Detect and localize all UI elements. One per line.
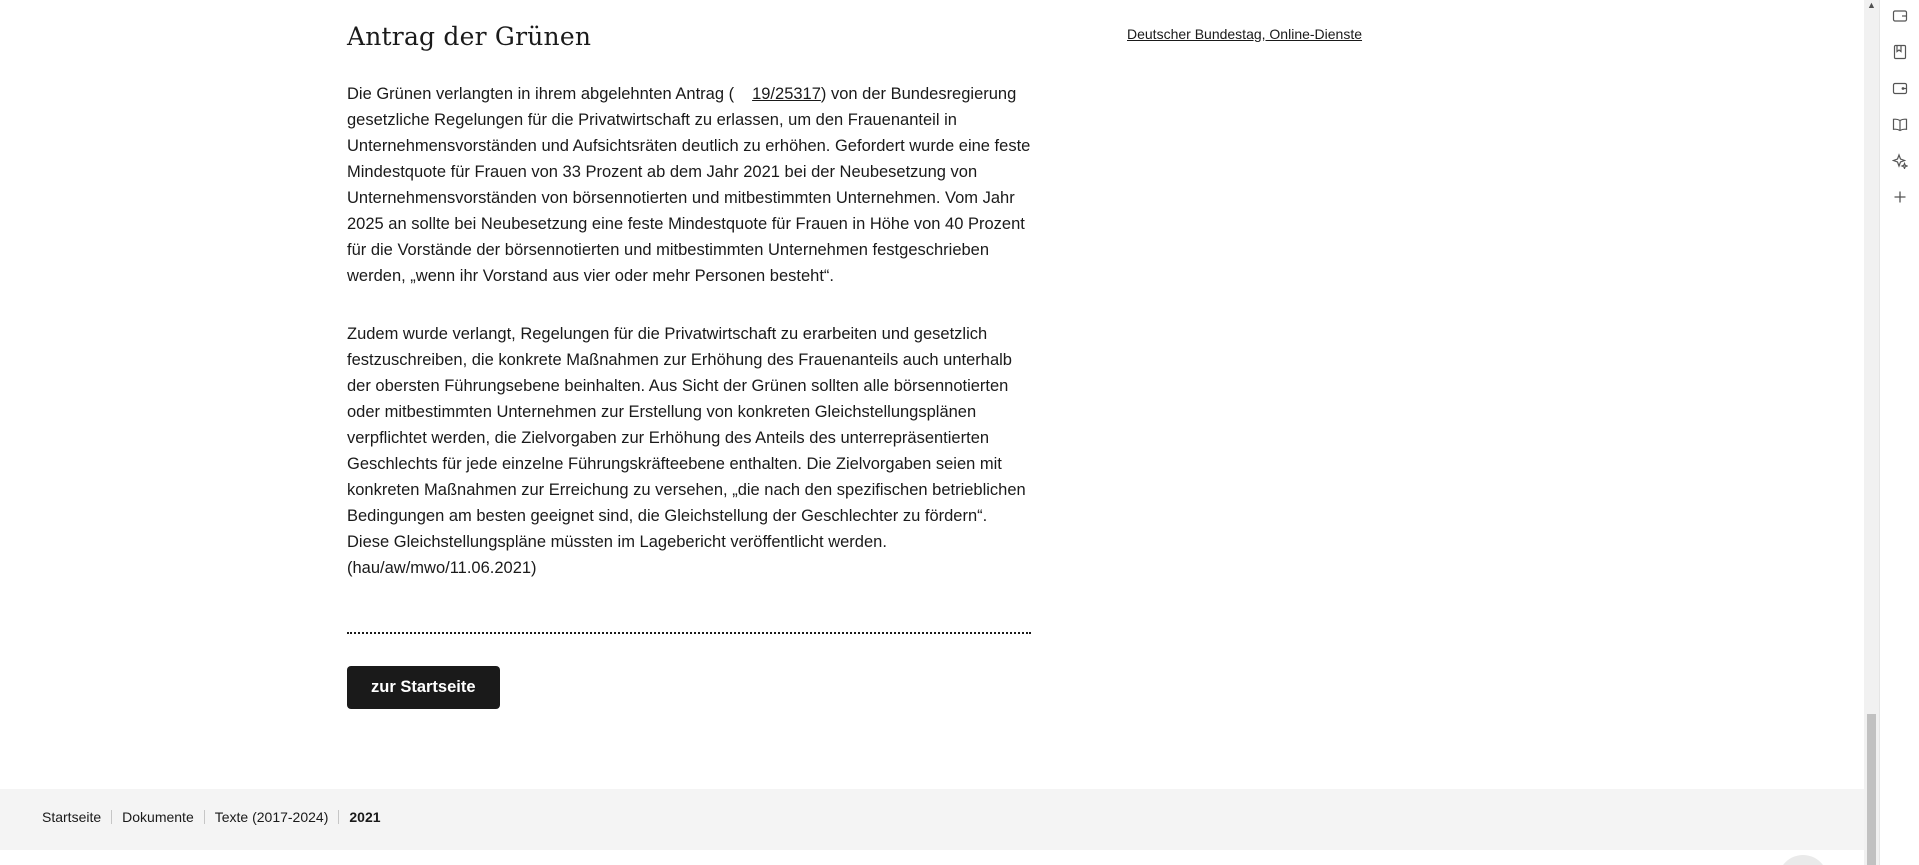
scrollbar-thumb[interactable] bbox=[1867, 714, 1876, 865]
home-button[interactable]: zur Startseite bbox=[347, 666, 500, 709]
scroll-up-arrow-icon[interactable]: ▲ bbox=[1867, 0, 1876, 10]
breadcrumb-item-dokumente[interactable]: Dokumente bbox=[122, 809, 194, 825]
article-content bbox=[347, 22, 1031, 709]
breadcrumb-separator bbox=[338, 810, 339, 824]
document-link[interactable]: 19/25317 bbox=[752, 85, 821, 103]
wallet-icon[interactable] bbox=[1889, 77, 1911, 99]
add-icon[interactable] bbox=[1889, 186, 1911, 208]
paragraph-1-text-end: ) von der Bundesregierung gesetzliche Regelungen für die Privatwirtschaft zu erlassen, um den Frauenanteil in Unternehmensvorständen und Aufsichtsräten deutlich zu erhöhen. Gefordert wurde eine feste Mindestquote für Frauen von 33 Prozent ab dem Jahr 2021 bei der Neubesetzung von Unternehmensvorständen von börsennotierten und mitbestimmten Unternehmen. Vom Jahr 2025 an sollte bei Neubesetzung eine feste Mindestquote für Frauen in Höhe von 40 Prozent für die Vorstände der börsennotierten und mitbestimmten Unternehmen festgeschrieben werden, „wenn ihr Vorstand aus vier oder mehr Personen besteht“. bbox=[347, 85, 1031, 285]
reading-list-icon[interactable] bbox=[1889, 114, 1911, 136]
bookmark-icon[interactable] bbox=[1889, 41, 1911, 63]
section-heading: Antrag der Grünen bbox=[347, 22, 592, 51]
paragraph-1 bbox=[347, 81, 1031, 289]
scroll-to-top-button[interactable] bbox=[1778, 855, 1828, 865]
footer-breadcrumb-bar bbox=[0, 789, 1864, 850]
breadcrumb-item-texte[interactable]: Texte (2017-2024) bbox=[214, 809, 329, 825]
paragraph-2: Zudem wurde verlangt, Regelungen für die Privatwirtschaft zu erarbeiten und gesetzlich festzuschreiben, die konkrete Maßnahmen zur Erhöhung des Frauenanteils auch unterhalb der obersten Führungsebene beinhalten. Aus Sicht der Grünen sollten alle börsennotierten oder mitbestimmten Unternehmen zur Erstellung von konkreten Gleichstellungsplänen verpflichtet werden, die Zielvorgaben zur Erhöhung des Anteils des unterrepräsentierten Geschlechts für jede einzelne Führungskräfteebene enthalten. Die Zielvorgaben seien mit konkreten Maßnahmen zur Erreichung zu versehen, „die nach den spezifischen betrieblichen Bedingungen am besten geeignet sind, die Gleichstellung der Geschlechter zu fördern“. Diese Gleichstellungspläne müssten im Lagebericht veröffentlicht werden. (hau/aw/mwo/11.06.2021) bbox=[347, 325, 1026, 577]
breadcrumb-item-startseite[interactable]: Startseite bbox=[42, 809, 102, 825]
breadcrumb-separator bbox=[204, 810, 205, 824]
scrollbar[interactable] bbox=[1864, 0, 1879, 865]
breadcrumb-item-current: 2021 bbox=[349, 809, 381, 825]
breadcrumb bbox=[42, 809, 381, 825]
copilot-icon[interactable] bbox=[1889, 150, 1911, 172]
breadcrumb-separator bbox=[111, 810, 112, 824]
paragraph-1-text-start: Die Grünen verlangten in ihrem abgelehnten Antrag ( bbox=[347, 85, 735, 103]
dotted-divider bbox=[347, 632, 1031, 634]
tab-icon[interactable] bbox=[1889, 5, 1911, 27]
browser-sidebar bbox=[1879, 0, 1919, 865]
source-link[interactable]: Deutscher Bundestag, Online-Dienste bbox=[1127, 26, 1363, 42]
